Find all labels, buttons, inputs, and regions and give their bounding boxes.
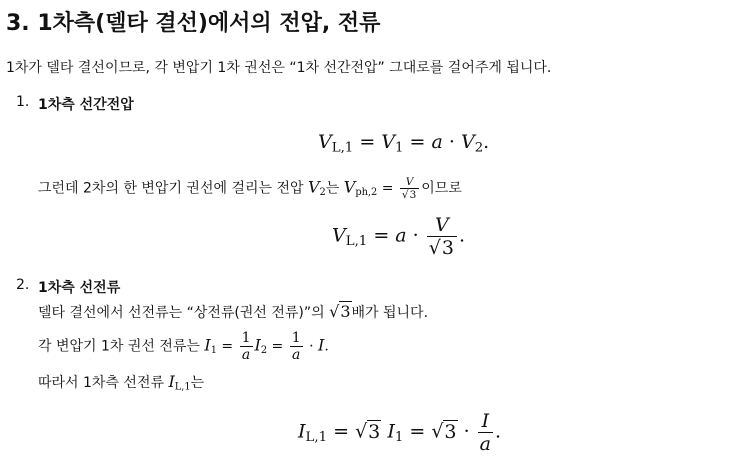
list-item-title: 1차측 선간전압 — [38, 97, 134, 113]
list-item-number: 1. — [16, 94, 30, 110]
list-item-number: 2. — [16, 277, 30, 293]
equation-line-voltage-result: $V_{L,1} = a$ · $\frac{V}{√3}$ . — [332, 214, 465, 259]
delta-current-sentence: 델타 결선에서 선전류는 “상전류(권선 전류)”의 √3배가 됩니다. — [38, 302, 429, 321]
equation-line-voltage: $V_{L,1} = V_1 = a \cdot V_2$. — [318, 131, 490, 156]
equation-line-current: $I_{L,1} = √3$ $I_1 = √3$ · $\frac{I}{a}$ . — [298, 410, 502, 455]
fraction-v-over-root3-large: $\frac{V}{√3}$ — [427, 214, 457, 259]
fraction-one-over-a: $\frac{1}{a}$ — [291, 330, 301, 363]
winding-current-sentence: 각 변압기 1차 권선 전류는 $I_1$ = $\frac{1}{a}$ $I_2$ = $\frac{1}{a}$ · I. — [38, 330, 329, 363]
phase-voltage-sentence: 그런데 2차의 한 변압기 권선에 걸리는 전압 $V_2$는 $V_{ph,2}$ = $\frac{V}{√3}$ 이므로 — [38, 176, 462, 201]
list-item-title: 1차측 선전류 — [38, 280, 121, 296]
section-heading: 3. 1차측(델타 결선)에서의 전압, 전류 — [6, 11, 381, 36]
intro-paragraph: 1차가 델타 결선이므로, 각 변압기 1차 권선은 “1차 선간전압” 그대로를 걸어주게 됩니다. — [6, 60, 552, 76]
line-current-sentence: 따라서 1차측 선전류 $I_{L,1}$는 — [38, 372, 205, 393]
fraction-one-over-a: $\frac{1}{a}$ — [241, 330, 251, 363]
fraction-i-over-a: $\frac{I}{a}$ — [479, 410, 491, 455]
fraction-v-over-root3: $\frac{V}{√3}$ — [400, 176, 419, 201]
